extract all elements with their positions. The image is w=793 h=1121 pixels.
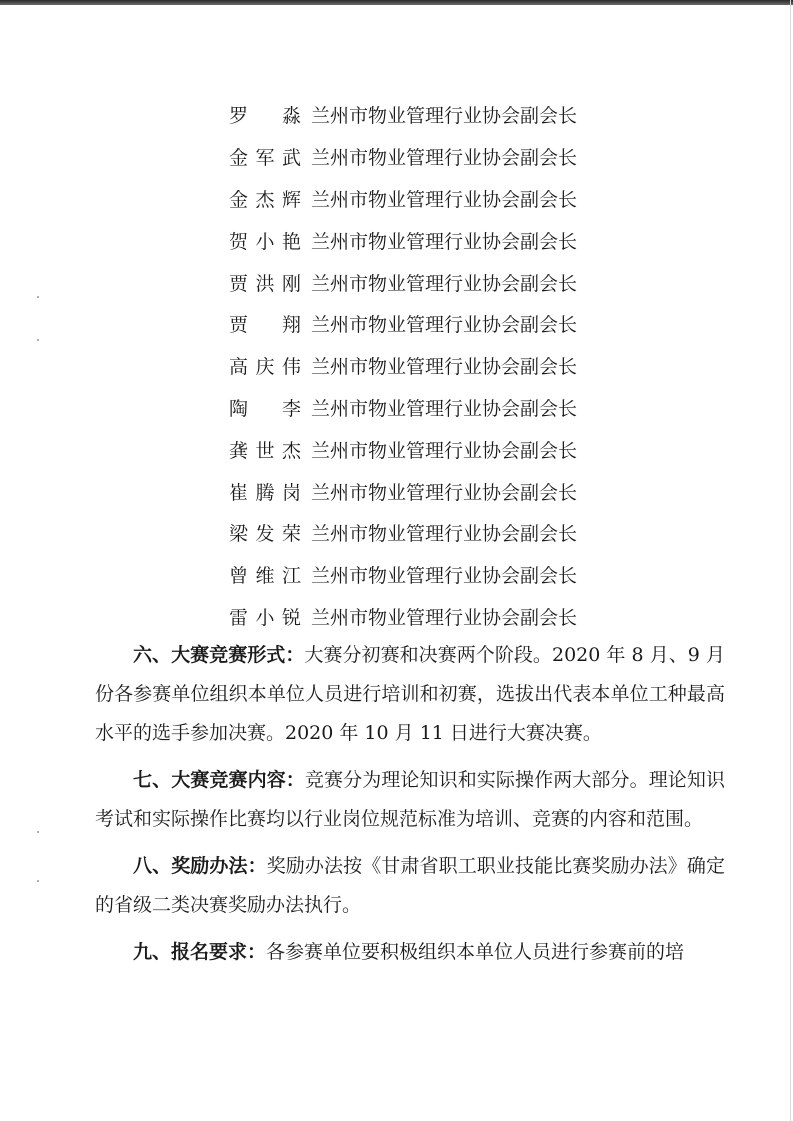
document-sections xyxy=(95,636,725,980)
member-row xyxy=(229,303,577,345)
section-body: 大赛分初赛和决赛两个阶段。2020 年 8 月、9 月份各参赛单位组织本单位人员进行培训和初赛，选拔出代表本单位工种最高水平的选手参加决赛。2020 年 10 月 11 日进行大赛决赛。 xyxy=(95,644,725,744)
member-name: 龚世杰 xyxy=(229,439,301,462)
member-row xyxy=(229,470,577,512)
member-row xyxy=(229,387,577,429)
member-title: 兰州市物业管理行业协会副会长 xyxy=(311,397,578,420)
section-heading: 六、大赛竞赛形式： xyxy=(133,644,305,666)
member-name: 高庆伟 xyxy=(229,356,301,379)
member-row xyxy=(229,136,577,178)
member-name: 罗 淼 xyxy=(229,105,301,128)
scan-speck xyxy=(37,831,39,833)
member-title: 兰州市物业管理行业协会副会长 xyxy=(311,565,578,588)
section-body: 奖励办法按《甘肃省职工职业技能比赛奖励办法》确定的省级二类决赛奖励办法执行。 xyxy=(95,855,725,916)
member-name: 陶 李 xyxy=(229,397,301,420)
member-title: 兰州市物业管理行业协会副会长 xyxy=(311,314,578,337)
member-row xyxy=(229,178,577,220)
scan-speck xyxy=(37,296,39,298)
section-heading: 七、大赛竞赛内容： xyxy=(133,769,305,791)
member-title: 兰州市物业管理行业协会副会长 xyxy=(311,439,578,462)
member-name: 梁发荣 xyxy=(229,523,301,546)
member-row xyxy=(229,345,577,387)
member-title: 兰州市物业管理行业协会副会长 xyxy=(311,523,578,546)
member-name: 贾洪刚 xyxy=(229,272,301,295)
member-row xyxy=(229,428,577,470)
section-rewards xyxy=(95,847,725,925)
member-list xyxy=(229,94,577,637)
member-row xyxy=(229,554,577,596)
member-title: 兰州市物业管理行业协会副会长 xyxy=(311,606,578,629)
section-heading: 九、报名要求： xyxy=(133,941,267,963)
section-body: 竞赛分为理论知识和实际操作两大部分。理论知识考试和实际操作比赛均以行业岗位规范标准为培训、竞赛的内容和范围。 xyxy=(95,769,725,830)
member-name: 崔腾岗 xyxy=(229,481,301,504)
member-title: 兰州市物业管理行业协会副会长 xyxy=(311,188,578,211)
member-title: 兰州市物业管理行业协会副会长 xyxy=(311,230,578,253)
member-name: 金军武 xyxy=(229,147,301,170)
scan-top-edge xyxy=(0,0,793,5)
section-competition-content xyxy=(95,761,725,839)
member-name: 曾维江 xyxy=(229,565,301,588)
member-title: 兰州市物业管理行业协会副会长 xyxy=(311,272,578,295)
member-name: 贾 翔 xyxy=(229,314,301,337)
section-body: 各参赛单位要积极组织本单位人员进行参赛前的培 xyxy=(266,941,685,963)
scan-right-edge xyxy=(790,0,791,1121)
section-registration xyxy=(95,933,725,972)
member-name: 雷小锐 xyxy=(229,606,301,629)
member-title: 兰州市物业管理行业协会副会长 xyxy=(311,147,578,170)
member-name: 贺小艳 xyxy=(229,230,301,253)
member-row xyxy=(229,219,577,261)
member-row xyxy=(229,512,577,554)
section-competition-format xyxy=(95,636,725,753)
section-heading: 八、奖励办法： xyxy=(133,855,267,877)
scan-speck xyxy=(37,880,39,882)
member-row xyxy=(229,261,577,303)
member-row xyxy=(229,596,577,638)
member-row xyxy=(229,94,577,136)
member-title: 兰州市物业管理行业协会副会长 xyxy=(311,105,578,128)
member-title: 兰州市物业管理行业协会副会长 xyxy=(311,481,578,504)
member-title: 兰州市物业管理行业协会副会长 xyxy=(311,356,578,379)
member-name: 金杰辉 xyxy=(229,188,301,211)
scan-speck xyxy=(37,339,39,341)
